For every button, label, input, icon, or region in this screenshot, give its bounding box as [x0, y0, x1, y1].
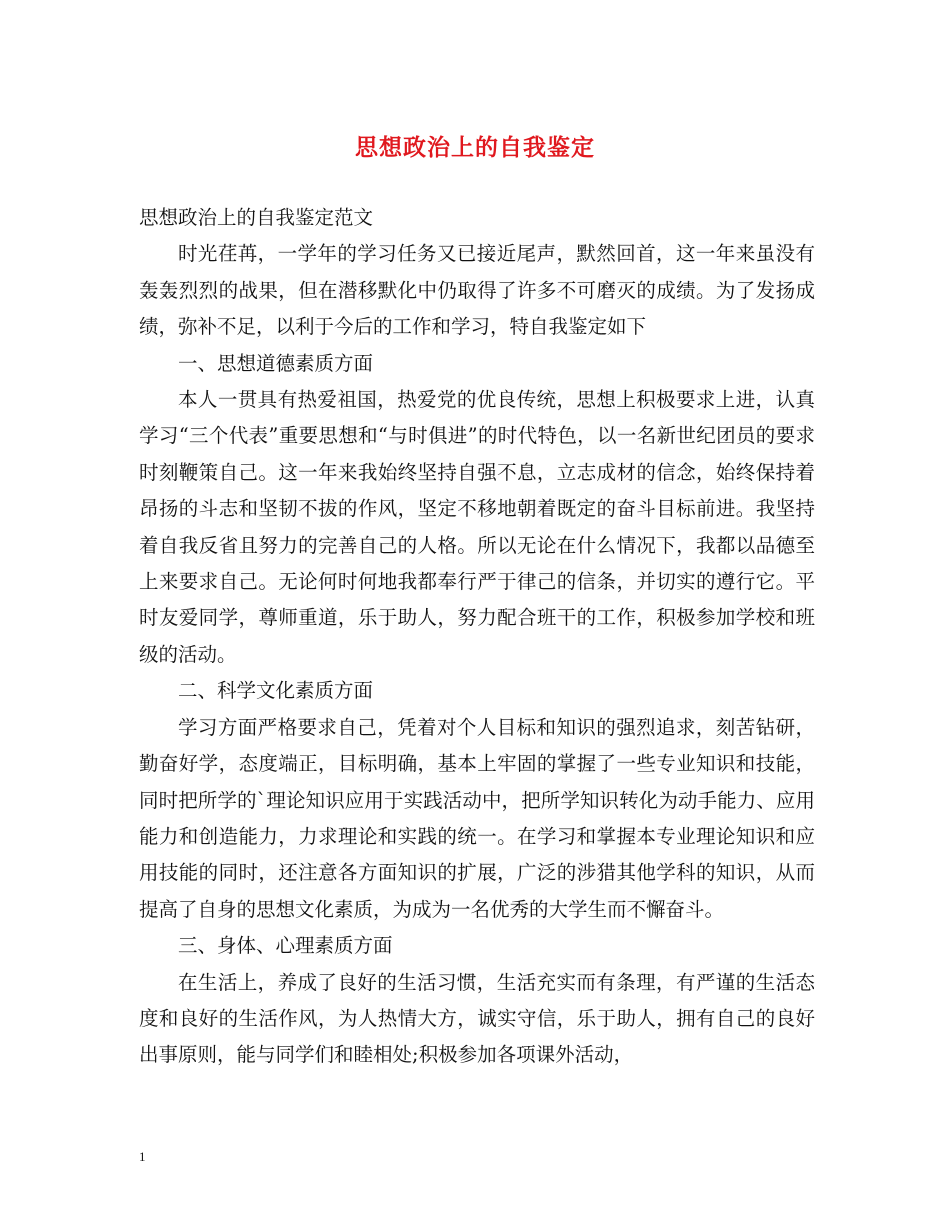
section-paragraph-2: 学习方面严格要求自己，凭着对个人目标和知识的强烈追求，刻苦钻研，勤奋好学，态度端正，目标明确，基本上牢固的掌握了一些专业知识和技能，同时把所学的`理论知识应用于实践活动中，把所学知识转化为动手能力、应用能力和创造能力，力求理论和实践的统一。在学习和掌握本专业理论知识和应用技能的同时，还注意各方面知识的扩展，广泛的涉猎其他学科的知识，从而提高了自身的思想文化素质，为成为一名优秀的大学生而不懈奋斗。	[139, 715, 815, 921]
section-paragraph-3: 在生活上，养成了良好的生活习惯，生活充实而有条理，有严谨的生活态度和良好的生活作风，为人热情大方，诚实守信，乐于助人，拥有自己的良好出事原则，能与同学们和睦相处;积极参加各项课外活动，	[139, 970, 815, 1067]
document-body	[139, 200, 815, 1074]
subtitle-line: 思想政治上的自我鉴定范文	[139, 206, 374, 229]
section-heading-1: 一、思想道德素质方面	[178, 351, 374, 375]
section-paragraph-1: 本人一贯具有热爱祖国，热爱党的优良传统，思想上积极要求上进，认真学习“三个代表”重要思想和“与时俱进”的时代特色，以一名新世纪团员的要求时刻鞭策自己。这一年来我始终坚持自强不息，立志成材的信念，始终保持着昂扬的斗志和坚韧不拔的作风，坚定不移地朝着既定的奋斗目标前进。我坚持着自我反省且努力的完善自己的人格。所以无论在什么情况下，我都以品德至上来要求自己。无论何时何地我都奉行严于律己的信条，并切实的遵行它。平时友爱同学，尊师重道，乐于助人，努力配合班干的工作，积极参加学校和班级的活动。	[139, 388, 815, 666]
section-heading-2: 二、科学文化素质方面	[178, 679, 374, 703]
section-heading-3: 三、身体、心理素质方面	[178, 934, 393, 958]
document-title: 思想政治上的自我鉴定	[355, 134, 595, 161]
page-number: 1	[139, 1149, 146, 1164]
intro-paragraph: 时光荏苒，一学年的学习任务又已接近尾声，默然回首，这一年来虽没有轰轰烈烈的战果，但在潜移默化中仍取得了许多不可磨灭的成绩。为了发扬成绩，弥补不足，以利于今后的工作和学习，特自我鉴定如下	[139, 242, 815, 339]
